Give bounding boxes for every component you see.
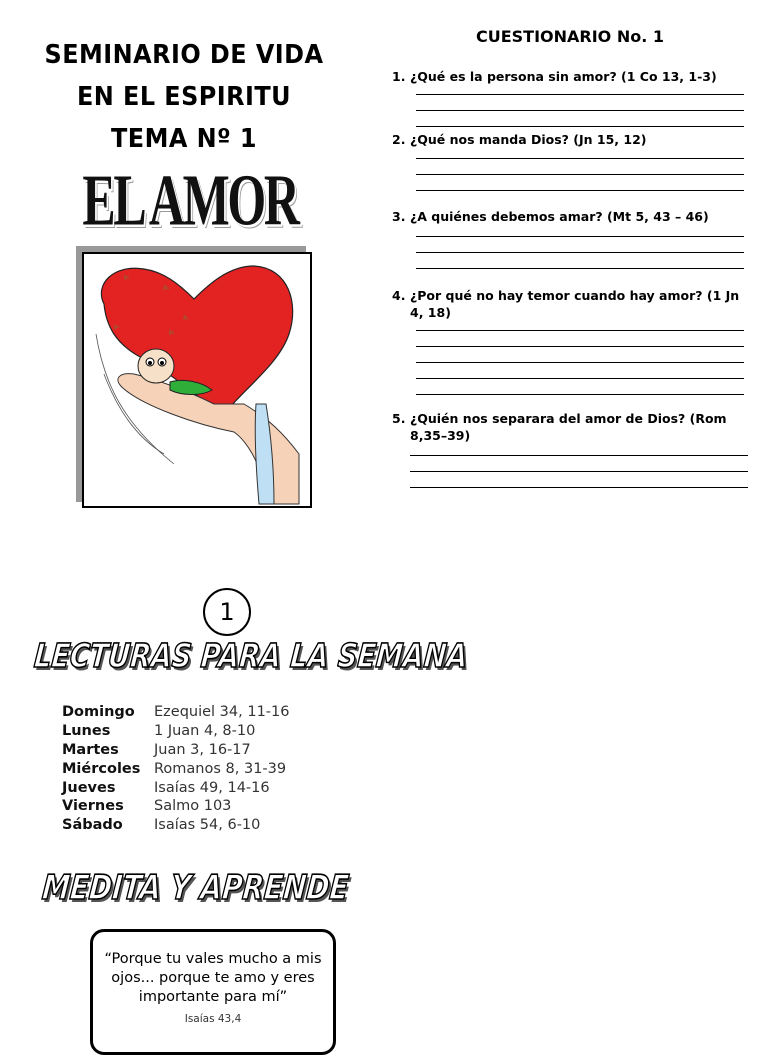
answer-line[interactable] [410,471,748,472]
answer-line[interactable] [410,487,748,488]
answer-line[interactable] [416,346,744,347]
reading-ref: Salmo 103 [154,798,232,815]
reading-day: Domingo [62,704,135,721]
question-text: ¿Quién nos separara del amor de Dios? (Rom 8,35–39) [410,411,727,443]
answer-line[interactable] [416,362,744,363]
page-number-circle: 1 [203,588,251,636]
heart-illustration-frame [82,252,312,508]
reading-day: Martes [62,741,119,758]
answer-line[interactable] [416,330,744,331]
answer-line[interactable] [410,455,748,456]
question-4 [392,287,748,321]
question-number: 4. [392,288,406,303]
reading-ref: Juan 3, 16-17 [154,741,251,758]
question-text: ¿A quiénes debemos amar? (Mt 5, 43 – 46) [410,209,709,224]
answer-line[interactable] [416,94,744,95]
answer-line[interactable] [416,190,744,191]
reading-row [62,778,289,797]
readings-list [62,703,289,835]
reading-day: Lunes [62,723,111,740]
readings-heading: LECTURAS PARA LA SEMANA [32,636,470,675]
reading-day: Miércoles [62,760,141,777]
reading-ref: 1 Juan 4, 8-10 [154,723,256,740]
reading-row [62,797,289,816]
answer-line[interactable] [416,110,744,111]
question-number: 5. [392,411,406,426]
answer-line[interactable] [416,126,744,127]
reading-row [62,703,289,722]
reading-day: Sábado [62,817,123,834]
question-number: 2. [392,132,406,147]
reading-ref: Romanos 8, 31-39 [154,760,287,777]
answer-line[interactable] [416,268,744,269]
quote-text: “Porque tu vales mucho a mis ojos... porque te amo y eres importante para mí” [104,951,322,1005]
heart-hand-illustration [84,254,310,506]
quote-citation: Isaías 43,4 [184,1013,242,1025]
question-3 [392,208,748,225]
answer-line[interactable] [416,378,744,379]
question-2 [392,131,748,148]
reading-day: Viernes [62,798,124,815]
reading-row [62,816,289,835]
question-text: ¿Qué es la persona sin amor? (1 Co 13, 1-3) [410,69,717,84]
seminar-title-line2: EN EL ESPIRITU [76,82,292,112]
reading-row [62,741,289,760]
answer-line[interactable] [416,158,744,159]
reading-row [62,759,289,778]
seminar-title-line1: SEMINARIO DE VIDA [44,40,324,70]
answer-line[interactable] [416,394,744,395]
seminar-title-line3: TEMA Nº 1 [111,124,257,154]
question-number: 3. [392,209,406,224]
question-1 [392,68,748,85]
reading-ref: Isaías 49, 14-16 [154,779,270,796]
reading-day: Jueves [62,779,116,796]
reading-row [62,722,289,741]
reading-ref: Ezequiel 34, 11-16 [154,704,290,721]
question-5 [392,410,748,444]
questionnaire-title: CUESTIONARIO No. 1 [475,27,665,46]
question-number: 1. [392,69,406,84]
question-text: ¿Qué nos manda Dios? (Jn 15, 12) [410,132,647,147]
answer-line[interactable] [416,236,744,237]
main-title: EL AMOR [82,159,298,241]
reading-ref: Isaías 54, 6-10 [154,817,261,834]
answer-line[interactable] [416,252,744,253]
meditate-heading: MEDITA Y APRENDE [40,868,351,908]
question-text: ¿Por qué no hay temor cuando hay amor? (1 Jn 4, 18) [410,288,740,320]
answer-line[interactable] [416,174,744,175]
quote-box [90,929,336,1055]
